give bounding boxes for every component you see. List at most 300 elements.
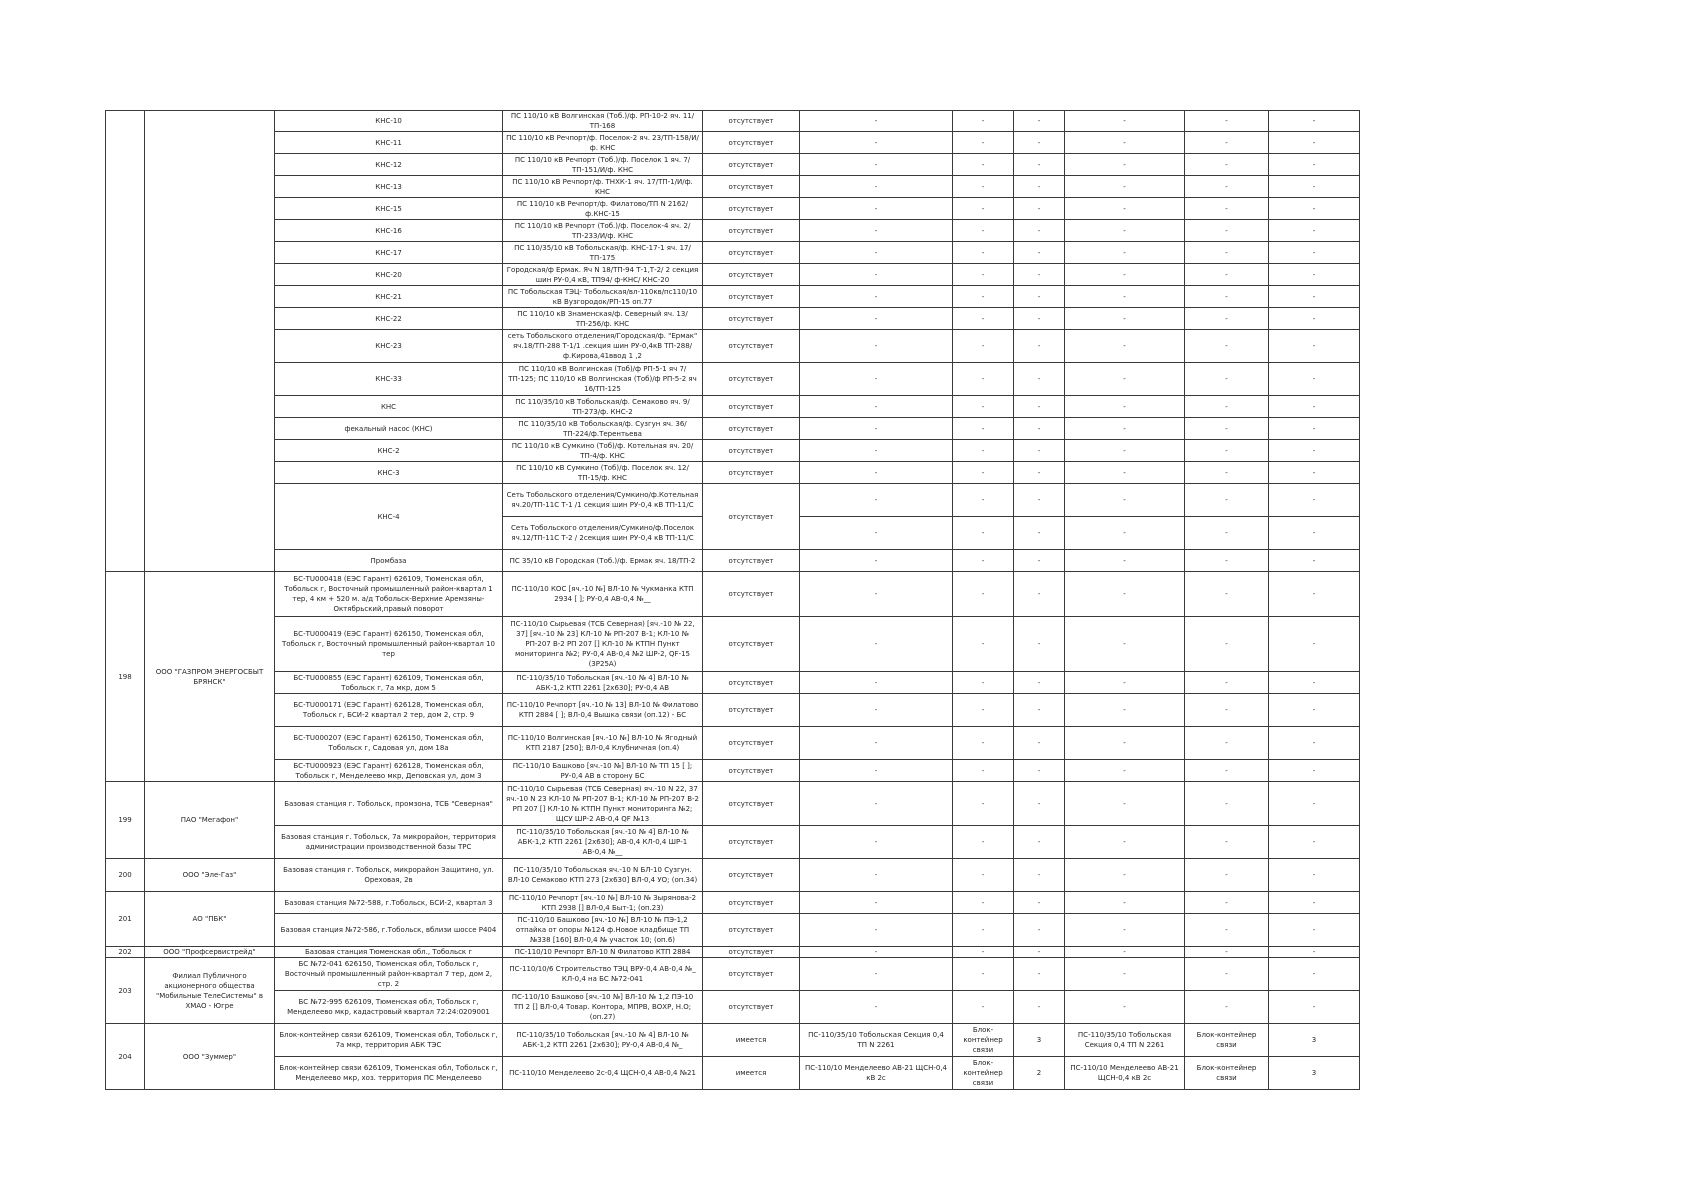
connection-point-cell: - bbox=[800, 760, 953, 782]
status-cell: отсутствует bbox=[703, 111, 800, 132]
capacity-2-cell: - bbox=[1269, 220, 1360, 242]
table-row bbox=[106, 363, 1360, 396]
row-number-cell: 200 bbox=[106, 859, 145, 892]
power-source-cell: Сеть Тобольского отделения/Сумкино/ф.Поселок яч.12/ТП-11С Т-2 / 2секция шин РУ-0,4 кВ ТП-11/С bbox=[503, 517, 703, 550]
equipment-2-cell: - bbox=[1185, 154, 1269, 176]
equipment-cell: - bbox=[953, 396, 1014, 418]
capacity-2-cell: - bbox=[1269, 694, 1360, 727]
capacity-cell: - bbox=[1014, 826, 1065, 859]
capacity-2-cell: - bbox=[1269, 440, 1360, 462]
capacity-2-cell: - bbox=[1269, 462, 1360, 484]
equipment-2-cell: - bbox=[1185, 363, 1269, 396]
power-source-cell: ПС-110/10 Волгинская [яч.-10 №] ВЛ-10 № Ягодный КТП 2187 [250]; ВЛ-0,4 Клубничная (оп.4) bbox=[503, 727, 703, 760]
object-cell: КНС-16 bbox=[275, 220, 503, 242]
equipment-2-cell: - bbox=[1185, 111, 1269, 132]
power-source-cell: ПС-110/10 КОС [яч.-10 №] ВЛ-10 № Чукманка КТП 2934 [ ]; РУ-0,4 АВ-0,4 №__ bbox=[503, 572, 703, 617]
connection-point-2-cell: - bbox=[1065, 727, 1185, 760]
table-row bbox=[106, 111, 1360, 132]
table-row bbox=[106, 176, 1360, 198]
table-row bbox=[106, 694, 1360, 727]
capacity-cell: - bbox=[1014, 914, 1065, 947]
equipment-cell: - bbox=[953, 760, 1014, 782]
object-cell: КНС-13 bbox=[275, 176, 503, 198]
table-row bbox=[106, 154, 1360, 176]
equipment-cell: - bbox=[953, 176, 1014, 198]
equipment-cell: - bbox=[953, 286, 1014, 308]
power-source-cell: ПС-110/10 Речпорт [яч.-10 № 13] ВЛ-10 № Филатово КТП 2884 [ ]; ВЛ-0,4 Вышка связи (оп.12) - БС bbox=[503, 694, 703, 727]
organization-cell bbox=[145, 111, 275, 572]
equipment-2-cell: - bbox=[1185, 727, 1269, 760]
power-source-cell: ПС-110/35/10 Тобольская [яч.-10 № 4] ВЛ-10 № АБК-1,2 КТП 2261 [2х630]; РУ-0,4 АВ-0,4 №_ bbox=[503, 1024, 703, 1057]
connection-point-2-cell: - bbox=[1065, 418, 1185, 440]
equipment-cell: - bbox=[953, 694, 1014, 727]
equipment-2-cell: - bbox=[1185, 617, 1269, 672]
table-row bbox=[106, 760, 1360, 782]
table-row bbox=[106, 330, 1360, 363]
connection-point-cell: ПС-110/35/10 Тобольская Секция 0,4 ТП N 2261 bbox=[800, 1024, 953, 1057]
object-cell: КНС-4 bbox=[275, 484, 503, 550]
capacity-2-cell: - bbox=[1269, 727, 1360, 760]
table-row bbox=[106, 220, 1360, 242]
connection-point-cell: - bbox=[800, 396, 953, 418]
table-row bbox=[106, 198, 1360, 220]
connection-point-2-cell: - bbox=[1065, 132, 1185, 154]
equipment-2-cell: - bbox=[1185, 176, 1269, 198]
connection-point-cell: - bbox=[800, 826, 953, 859]
capacity-2-cell: - bbox=[1269, 991, 1360, 1024]
equipment-2-cell: - bbox=[1185, 462, 1269, 484]
capacity-2-cell: - bbox=[1269, 914, 1360, 947]
connection-point-2-cell: - bbox=[1065, 517, 1185, 550]
organization-cell: ПАО "Мегафон" bbox=[145, 782, 275, 859]
equipment-cell: - bbox=[953, 462, 1014, 484]
capacity-cell: - bbox=[1014, 484, 1065, 517]
equipment-2-cell: - bbox=[1185, 672, 1269, 694]
table-row bbox=[106, 991, 1360, 1024]
equipment-cell: - bbox=[953, 220, 1014, 242]
capacity-cell: - bbox=[1014, 617, 1065, 672]
capacity-cell: - bbox=[1014, 727, 1065, 760]
equipment-cell: - bbox=[953, 242, 1014, 264]
status-cell: отсутствует bbox=[703, 892, 800, 914]
connection-point-cell: - bbox=[800, 176, 953, 198]
power-source-cell: ПС-110/10 Речпорт [яч.-10 №] ВЛ-10 № Зырянова-2 КТП 2938 [] ВЛ-0,4 Быт-1; (оп.23) bbox=[503, 892, 703, 914]
status-cell: отсутствует bbox=[703, 914, 800, 947]
capacity-2-cell: - bbox=[1269, 517, 1360, 550]
power-source-cell: ПС 110/10 кВ Волгинская (Тоб)/ф РП-5-1 яч 7/ТП-125; ПС 110/10 кВ Волгинская (Тоб)/ф РП-5-2 яч 16/ТП-125 bbox=[503, 363, 703, 396]
table-body bbox=[106, 111, 1360, 1090]
capacity-2-cell: - bbox=[1269, 154, 1360, 176]
connection-point-cell: - bbox=[800, 672, 953, 694]
table-row bbox=[106, 617, 1360, 672]
capacity-cell: - bbox=[1014, 396, 1065, 418]
equipment-cell: Блок-контейнер связи bbox=[953, 1057, 1014, 1090]
capacity-cell: 2 bbox=[1014, 1057, 1065, 1090]
capacity-cell: - bbox=[1014, 947, 1065, 958]
capacity-cell: - bbox=[1014, 286, 1065, 308]
equipment-2-cell: - bbox=[1185, 517, 1269, 550]
connection-point-cell: - bbox=[800, 330, 953, 363]
status-cell: отсутствует bbox=[703, 462, 800, 484]
connection-point-2-cell: - bbox=[1065, 330, 1185, 363]
connection-point-2-cell: - bbox=[1065, 782, 1185, 826]
connection-point-2-cell: - bbox=[1065, 617, 1185, 672]
row-number-cell: 202 bbox=[106, 947, 145, 958]
connection-point-2-cell: - bbox=[1065, 220, 1185, 242]
capacity-2-cell: - bbox=[1269, 892, 1360, 914]
connection-point-cell: - bbox=[800, 991, 953, 1024]
equipment-2-cell: - bbox=[1185, 550, 1269, 572]
equipment-2-cell: - bbox=[1185, 220, 1269, 242]
status-cell: отсутствует bbox=[703, 286, 800, 308]
row-number-cell: 201 bbox=[106, 892, 145, 947]
equipment-2-cell: - bbox=[1185, 286, 1269, 308]
table-row bbox=[106, 440, 1360, 462]
connection-point-cell: - bbox=[800, 242, 953, 264]
connection-point-cell: - bbox=[800, 958, 953, 991]
object-cell: БС №72-995 626109, Тюменская обл, Тобольск г, Менделеево мкр, кадастровый квартал 72:24:0209001 bbox=[275, 991, 503, 1024]
capacity-2-cell: - bbox=[1269, 760, 1360, 782]
power-source-cell: ПС-110/35/10 Тобольская [яч.-10 № 4] ВЛ-10 № АБК-1,2 КТП 2261 [2х630]; РУ-0,4 АВ bbox=[503, 672, 703, 694]
object-cell: КНС-22 bbox=[275, 308, 503, 330]
status-cell: отсутствует bbox=[703, 947, 800, 958]
equipment-cell: - bbox=[953, 782, 1014, 826]
organization-cell: ООО "Зуммер" bbox=[145, 1024, 275, 1090]
status-cell: отсутствует bbox=[703, 484, 800, 550]
organization-cell: АО "ПБК" bbox=[145, 892, 275, 947]
status-cell: имеется bbox=[703, 1024, 800, 1057]
capacity-2-cell: - bbox=[1269, 242, 1360, 264]
equipment-2-cell: - bbox=[1185, 991, 1269, 1024]
object-cell: Базовая станция №72-586, г.Тобольск, вблизи шоссе Р404 bbox=[275, 914, 503, 947]
connection-point-cell: - bbox=[800, 947, 953, 958]
table-row bbox=[106, 947, 1360, 958]
table-row bbox=[106, 859, 1360, 892]
capacity-cell: - bbox=[1014, 111, 1065, 132]
capacity-cell: - bbox=[1014, 672, 1065, 694]
equipment-2-cell: - bbox=[1185, 264, 1269, 286]
row-number-cell: 204 bbox=[106, 1024, 145, 1090]
connection-point-2-cell: - bbox=[1065, 242, 1185, 264]
object-cell: КНС-15 bbox=[275, 198, 503, 220]
power-source-cell: ПС 110/10 кВ Сумкино (Тоб)/ф. Котельная яч. 20/ТП-4/ф. КНС bbox=[503, 440, 703, 462]
status-cell: отсутствует bbox=[703, 264, 800, 286]
capacity-cell: - bbox=[1014, 550, 1065, 572]
capacity-2-cell: - bbox=[1269, 418, 1360, 440]
power-source-cell: ПС 110/35/10 кВ Тобольская/ф. Семаково яч. 9/ТП-273/ф. КНС-2 bbox=[503, 396, 703, 418]
table-row bbox=[106, 727, 1360, 760]
power-source-cell: ПС 110/10 кВ Речпорт/ф. ТНХК-1 яч. 17/ТП-1/И/ф. КНС bbox=[503, 176, 703, 198]
power-source-cell: ПС-110/10 Менделеево 2с-0,4 ЩСН-0,4 АВ-0,4 №21 bbox=[503, 1057, 703, 1090]
status-cell: отсутствует bbox=[703, 859, 800, 892]
table-row bbox=[106, 826, 1360, 859]
equipment-cell: - bbox=[953, 550, 1014, 572]
equipment-2-cell: - bbox=[1185, 760, 1269, 782]
connection-point-2-cell: - bbox=[1065, 396, 1185, 418]
power-source-cell: ПС 110/10 кВ Сумкино (Тоб)/ф. Поселок яч. 12/ТП-15/ф. КНС bbox=[503, 462, 703, 484]
capacity-2-cell: - bbox=[1269, 672, 1360, 694]
row-number-cell: 203 bbox=[106, 958, 145, 1024]
equipment-cell: - bbox=[953, 572, 1014, 617]
status-cell: отсутствует bbox=[703, 991, 800, 1024]
connection-point-2-cell: - bbox=[1065, 914, 1185, 947]
capacity-cell: - bbox=[1014, 991, 1065, 1024]
object-cell: КНС-33 bbox=[275, 363, 503, 396]
power-source-cell: ПС 110/10 кВ Речпорт (Тоб.)/ф. Поселок-4 яч. 2/ТП-233/И/ф. КНС bbox=[503, 220, 703, 242]
connection-point-2-cell: ПС-110/35/10 Тобольская Секция 0,4 ТП N 2261 bbox=[1065, 1024, 1185, 1057]
power-source-cell: ПС-110/35/10 Тобольская яч.-10 N БЛ-10 Сузгун. ВЛ-10 Семаково КТП 273 [2х630] ВЛ-0,4 УО; (оп.34) bbox=[503, 859, 703, 892]
equipment-2-cell: - bbox=[1185, 859, 1269, 892]
object-cell: КНС-3 bbox=[275, 462, 503, 484]
power-source-cell: ПС-110/10 Башково [яч.-10 №] ВЛ-10 № ПЭ-1,2 отпайка от опоры №124 ф.Новое кладбище ТП №338 [160] ВЛ-0,4 № участок 10; (оп.6) bbox=[503, 914, 703, 947]
status-cell: отсутствует bbox=[703, 330, 800, 363]
status-cell: отсутствует bbox=[703, 440, 800, 462]
object-cell: БС-TU000171 (ЕЭС Гарант) 626128, Тюменская обл, Тобольск г, БСИ-2 квартал 2 тер, дом 2, стр. 9 bbox=[275, 694, 503, 727]
connection-point-cell: - bbox=[800, 859, 953, 892]
equipment-2-cell: - bbox=[1185, 418, 1269, 440]
power-source-cell: Сеть Тобольского отделения/Сумкино/ф.Котельная яч.20/ТП-11С Т-1 /1 секция шин РУ-0,4 кВ ТП-11/С bbox=[503, 484, 703, 517]
equipment-cell: - bbox=[953, 859, 1014, 892]
equipment-2-cell: - bbox=[1185, 782, 1269, 826]
capacity-2-cell: - bbox=[1269, 198, 1360, 220]
object-cell: Базовая станция Тюменская обл., Тобольск г bbox=[275, 947, 503, 958]
capacity-2-cell: - bbox=[1269, 363, 1360, 396]
capacity-cell: - bbox=[1014, 198, 1065, 220]
power-source-cell: ПС Тобольская ТЭЦ- Тобольская/вл-110кв/пс110/10 кВ Вузгородок/РП-15 оп.77 bbox=[503, 286, 703, 308]
object-cell: Промбаза bbox=[275, 550, 503, 572]
table-row bbox=[106, 914, 1360, 947]
capacity-cell: - bbox=[1014, 892, 1065, 914]
capacity-cell: - bbox=[1014, 308, 1065, 330]
connection-point-cell: - bbox=[800, 572, 953, 617]
capacity-2-cell: - bbox=[1269, 859, 1360, 892]
object-cell: КНС-17 bbox=[275, 242, 503, 264]
connection-point-cell: - bbox=[800, 220, 953, 242]
power-source-cell: ПС-110/35/10 Тобольская [яч.-10 № 4] ВЛ-10 № АБК-1,2 КТП 2261 [2х630]; АВ-0,4 КЛ-0,4 ШР-1 АВ-0,4 №__ bbox=[503, 826, 703, 859]
equipment-2-cell: - bbox=[1185, 330, 1269, 363]
object-cell: КНС-21 bbox=[275, 286, 503, 308]
capacity-cell: - bbox=[1014, 176, 1065, 198]
connection-point-cell: - bbox=[800, 617, 953, 672]
table-row bbox=[106, 418, 1360, 440]
connection-point-2-cell: - bbox=[1065, 859, 1185, 892]
power-source-cell: сеть Тобольского отделения/Городская/ф. "Ермак" яч.18/ТП-288 Т-1/1 .секция шин РУ-0,4кВ ТП-288/ф.Кирова,41ввод 1 ,2 bbox=[503, 330, 703, 363]
capacity-cell: - bbox=[1014, 958, 1065, 991]
status-cell: отсутствует bbox=[703, 242, 800, 264]
table-row bbox=[106, 484, 1360, 517]
connection-point-cell: - bbox=[800, 418, 953, 440]
capacity-2-cell: - bbox=[1269, 176, 1360, 198]
connection-point-2-cell: - bbox=[1065, 308, 1185, 330]
equipment-2-cell: - bbox=[1185, 440, 1269, 462]
connection-point-2-cell: - bbox=[1065, 892, 1185, 914]
capacity-cell: - bbox=[1014, 572, 1065, 617]
connection-point-cell: - bbox=[800, 363, 953, 396]
row-number-cell bbox=[106, 111, 145, 572]
power-source-cell: ПС 110/10 кВ Речпорт/ф. Филатово/ТП N 2162/ф.КНС-15 bbox=[503, 198, 703, 220]
table-row bbox=[106, 550, 1360, 572]
status-cell: отсутствует bbox=[703, 826, 800, 859]
object-cell: КНС bbox=[275, 396, 503, 418]
equipment-cell: - bbox=[953, 330, 1014, 363]
object-cell: фекальный насос (КНС) bbox=[275, 418, 503, 440]
table-row bbox=[106, 396, 1360, 418]
connection-point-2-cell: - bbox=[1065, 462, 1185, 484]
object-cell: КНС-11 bbox=[275, 132, 503, 154]
capacity-2-cell: - bbox=[1269, 958, 1360, 991]
equipment-2-cell: - bbox=[1185, 892, 1269, 914]
capacity-2-cell: - bbox=[1269, 330, 1360, 363]
connection-point-cell: - bbox=[800, 440, 953, 462]
table-row bbox=[106, 782, 1360, 826]
equipment-cell: - bbox=[953, 914, 1014, 947]
connection-point-cell: - bbox=[800, 484, 953, 517]
equipment-2-cell: Блок-контейнер связи bbox=[1185, 1057, 1269, 1090]
connection-point-2-cell: - bbox=[1065, 760, 1185, 782]
power-source-cell: ПС 110/35/10 кВ Тобольская/ф. КНС-17-1 яч. 17/ТП-175 bbox=[503, 242, 703, 264]
power-source-cell: ПС 110/35/10 кВ Тобольская/ф. Сузгун яч. 36/ТП-224/ф.Терентьева bbox=[503, 418, 703, 440]
capacity-2-cell: - bbox=[1269, 947, 1360, 958]
connection-point-2-cell: - bbox=[1065, 550, 1185, 572]
equipment-2-cell: - bbox=[1185, 242, 1269, 264]
equipment-2-cell: - bbox=[1185, 484, 1269, 517]
connection-point-2-cell: - bbox=[1065, 264, 1185, 286]
organization-cell: ООО "Эле-Газ" bbox=[145, 859, 275, 892]
object-cell: Базовая станция г. Тобольск, 7а микрорайон, территория администрации производственной базы ТРС bbox=[275, 826, 503, 859]
equipment-2-cell: - bbox=[1185, 396, 1269, 418]
connection-point-cell: - bbox=[800, 914, 953, 947]
capacity-cell: - bbox=[1014, 462, 1065, 484]
capacity-2-cell: - bbox=[1269, 132, 1360, 154]
object-cell: БС №72-041 626150, Тюменская обл, Тобольск г, Восточный промышленный район-квартал 7 тер, дом 2, стр. 2 bbox=[275, 958, 503, 991]
capacity-2-cell: - bbox=[1269, 264, 1360, 286]
equipment-cell: - bbox=[953, 132, 1014, 154]
object-cell: КНС-20 bbox=[275, 264, 503, 286]
status-cell: отсутствует bbox=[703, 782, 800, 826]
capacity-cell: - bbox=[1014, 440, 1065, 462]
equipment-cell: - bbox=[953, 892, 1014, 914]
object-cell: КНС-23 bbox=[275, 330, 503, 363]
power-source-cell: ПС-110/10/6 Строительство ТЭЦ ВРУ-0,4 АВ-0,4 №_ КЛ-0,4 на БС №72-041 bbox=[503, 958, 703, 991]
power-source-cell: ПС-110/10 Речпорт ВЛ-10 N Филатово КТП 2884 bbox=[503, 947, 703, 958]
data-table bbox=[105, 110, 1360, 1090]
capacity-cell: - bbox=[1014, 418, 1065, 440]
connection-point-cell: - bbox=[800, 694, 953, 727]
object-cell: Блок-контейнер связи 626109, Тюменская обл, Тобольск г, Менделеево мкр, хоз. территория ПС Менделеево bbox=[275, 1057, 503, 1090]
object-cell: Блок-контейнер связи 626109, Тюменская обл, Тобольск г, 7а мкр, территория АБК ТЭС bbox=[275, 1024, 503, 1057]
capacity-cell: - bbox=[1014, 760, 1065, 782]
status-cell: отсутствует bbox=[703, 176, 800, 198]
object-cell: БС-TU000419 (ЕЭС Гарант) 626150, Тюменская обл, Тобольск г, Восточный промышленный район-квартал 10 тер bbox=[275, 617, 503, 672]
capacity-2-cell: - bbox=[1269, 826, 1360, 859]
equipment-cell: - bbox=[953, 198, 1014, 220]
connection-point-2-cell: - bbox=[1065, 154, 1185, 176]
equipment-cell: - bbox=[953, 617, 1014, 672]
table-row bbox=[106, 308, 1360, 330]
connection-point-cell: - bbox=[800, 198, 953, 220]
table-row bbox=[106, 242, 1360, 264]
organization-cell: ООО "ГАЗПРОМ ЭНЕРГОСБЫТ БРЯНСК" bbox=[145, 572, 275, 782]
power-source-cell: ПС-110/10 Сырьевая (ТСБ Северная) [яч.-10 № 22, 37] [яч.-10 № 23] КЛ-10 № РП-207 В-1; КЛ-10 № РП-207 В-2 РП 207 [] КЛ-10 № КТПН Пункт мониторинга №2; РУ-0,4 АВ-0,4 №2 ШР-2, QF-15 (3Р25А) bbox=[503, 617, 703, 672]
equipment-cell: - bbox=[953, 154, 1014, 176]
capacity-cell: - bbox=[1014, 242, 1065, 264]
connection-point-cell: - bbox=[800, 264, 953, 286]
object-cell: БС-TU000418 (ЕЭС Гарант) 626109, Тюменская обл, Тобольск г, Восточный промышленный район-квартал 1 тер, 4 км + 520 м. а/д Тобольск-Верхние Аремзяны- Октябрьский,правый поворот bbox=[275, 572, 503, 617]
status-cell: отсутствует bbox=[703, 572, 800, 617]
equipment-cell: - bbox=[953, 727, 1014, 760]
capacity-2-cell: - bbox=[1269, 617, 1360, 672]
connection-point-2-cell: - bbox=[1065, 826, 1185, 859]
equipment-cell: - bbox=[953, 826, 1014, 859]
organization-cell: ООО "Профсервистрейд" bbox=[145, 947, 275, 958]
connection-point-2-cell: - bbox=[1065, 672, 1185, 694]
status-cell: отсутствует bbox=[703, 418, 800, 440]
object-cell: БС-TU000923 (ЕЭС Гарант) 626128, Тюменская обл, Тобольск г, Менделеево мкр, Деповская ул, дом 3 bbox=[275, 760, 503, 782]
status-cell: отсутствует bbox=[703, 617, 800, 672]
capacity-cell: - bbox=[1014, 517, 1065, 550]
connection-point-2-cell: - bbox=[1065, 176, 1185, 198]
connection-point-cell: - bbox=[800, 462, 953, 484]
equipment-cell: - bbox=[953, 517, 1014, 550]
object-cell: КНС-10 bbox=[275, 111, 503, 132]
equipment-cell: - bbox=[953, 418, 1014, 440]
equipment-2-cell: - bbox=[1185, 914, 1269, 947]
capacity-cell: - bbox=[1014, 782, 1065, 826]
capacity-cell: - bbox=[1014, 132, 1065, 154]
connection-point-cell: - bbox=[800, 154, 953, 176]
connection-point-2-cell: - bbox=[1065, 947, 1185, 958]
capacity-2-cell: 3 bbox=[1269, 1024, 1360, 1057]
equipment-cell: - bbox=[953, 958, 1014, 991]
connection-point-2-cell: - bbox=[1065, 198, 1185, 220]
object-cell: БС-TU000207 (ЕЭС Гарант) 626150, Тюменская обл, Тобольск г, Садовая ул, дом 18а bbox=[275, 727, 503, 760]
equipment-cell: - bbox=[953, 111, 1014, 132]
capacity-cell: - bbox=[1014, 363, 1065, 396]
equipment-2-cell: - bbox=[1185, 308, 1269, 330]
table-row bbox=[106, 958, 1360, 991]
table-row bbox=[106, 672, 1360, 694]
power-source-cell: ПС 110/10 кВ Знаменская/ф. Северный яч. 13/ТП-256/ф. КНС bbox=[503, 308, 703, 330]
connection-point-2-cell: - bbox=[1065, 958, 1185, 991]
capacity-2-cell: - bbox=[1269, 550, 1360, 572]
equipment-2-cell: - bbox=[1185, 947, 1269, 958]
capacity-2-cell: - bbox=[1269, 782, 1360, 826]
power-source-cell: ПС-110/10 Башково [яч.-10 №] ВЛ-10 № ТП 15 [ ]; РУ-0,4 АВ в сторону БС bbox=[503, 760, 703, 782]
equipment-2-cell: - bbox=[1185, 826, 1269, 859]
equipment-cell: - bbox=[953, 264, 1014, 286]
status-cell: отсутствует bbox=[703, 694, 800, 727]
row-number-cell: 198 bbox=[106, 572, 145, 782]
row-number-cell: 199 bbox=[106, 782, 145, 859]
table-row bbox=[106, 1024, 1360, 1057]
equipment-2-cell: - bbox=[1185, 958, 1269, 991]
power-source-cell: ПС-110/10 Башково [яч.-10 №] ВЛ-10 № 1,2 ПЭ-10 ТП 2 [] ВЛ-0,4 Товар. Контора, МПРВ, ВОХР, Н.О; (оп.27) bbox=[503, 991, 703, 1024]
object-cell: КНС-2 bbox=[275, 440, 503, 462]
equipment-cell: - bbox=[953, 363, 1014, 396]
capacity-2-cell: - bbox=[1269, 111, 1360, 132]
power-source-cell: ПС 110/10 кВ Речпорт (Тоб.)/ф. Поселок 1 яч. 7/ТП-151/И/ф. КНС bbox=[503, 154, 703, 176]
status-cell: отсутствует bbox=[703, 154, 800, 176]
capacity-2-cell: - bbox=[1269, 308, 1360, 330]
power-source-cell: ПС 35/10 кВ Городская (Тоб.)/ф. Ермак яч. 18/ТП-2 bbox=[503, 550, 703, 572]
table-row bbox=[106, 286, 1360, 308]
connection-point-2-cell: ПС-110/10 Менделеево АВ-21 ЩСН-0,4 кВ 2с bbox=[1065, 1057, 1185, 1090]
power-source-cell: Городская/ф Ермак. Яч N 18/ТП-94 Т-1,Т-2/ 2 секция шин РУ-0,4 кВ, ТП94/ ф-КНС/ КНС-20 bbox=[503, 264, 703, 286]
capacity-cell: - bbox=[1014, 330, 1065, 363]
capacity-cell: - bbox=[1014, 264, 1065, 286]
status-cell: отсутствует bbox=[703, 760, 800, 782]
connection-point-cell: - bbox=[800, 111, 953, 132]
